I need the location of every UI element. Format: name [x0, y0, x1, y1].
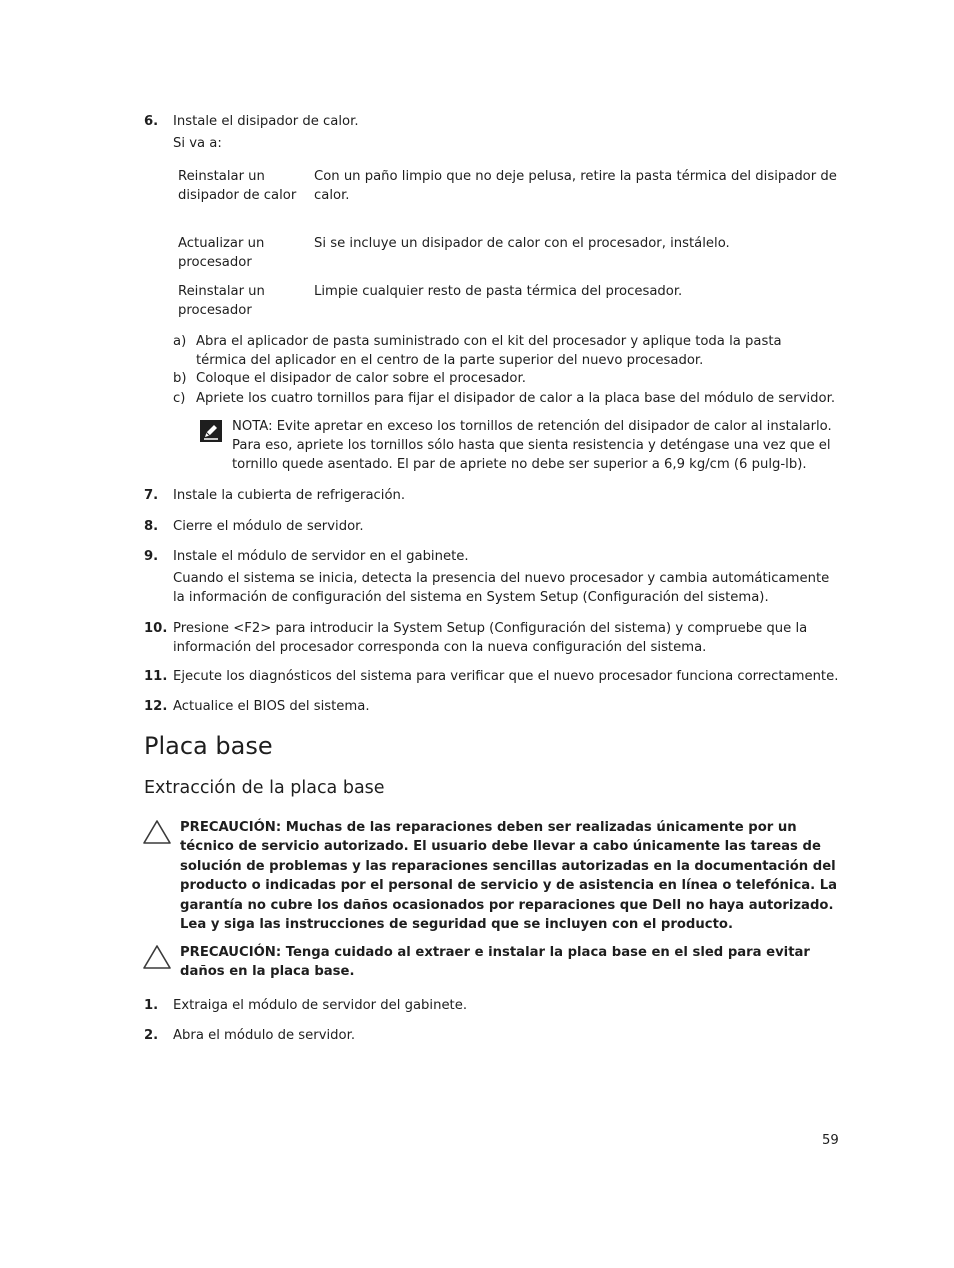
- caution-triangle-icon: [142, 819, 172, 845]
- substep-letter: c): [173, 391, 186, 406]
- caution-text: PRECAUCIÓN: Muchas de las reparaciones deben ser realizadas únicamente por un técnico de servicio autorizado. El usuario debe llevar a cabo únicamente las tareas de solución de problemas y las reparaciones sencillas autorizadas en la documentación del producto o indicadas por el personal de servicio y de asistencia en línea o telefónica. La garantía no cubre los daños ocasionados por reparaciones que Dell no haya autorizado. Lea y siga las instrucciones de seguridad que se incluyen con el producto.: [180, 820, 838, 933]
- step-text: Abra el módulo de servidor.: [173, 1028, 356, 1043]
- step-number: 7.: [144, 488, 159, 503]
- section-title: Placa base: [144, 732, 273, 760]
- substep-text: Apriete los cuatro tornillos para fijar el disipador de calor a la placa base del módulo de servidor.: [196, 391, 836, 406]
- step-number: 8.: [144, 519, 159, 534]
- note-pencil-icon: [200, 420, 222, 442]
- step-text: Instale el módulo de servidor en el gabinete.: [173, 549, 469, 564]
- table-row-desc: Si se incluye un disipador de calor con el procesador, instálelo.: [314, 236, 730, 251]
- step-number: 9.: [144, 549, 159, 564]
- step-text: Instale la cubierta de refrigeración.: [173, 488, 406, 503]
- step-number: 12.: [144, 699, 168, 714]
- step-number: 6.: [144, 114, 159, 129]
- note-block: [232, 417, 832, 475]
- table-row-label: Reinstalar un disipador de calor: [178, 169, 297, 204]
- substep-letter: a): [173, 334, 187, 349]
- caution-text: PRECAUCIÓN: Tenga cuidado al extraer e instalar la placa base en el sled para evitar daños en la placa base.: [180, 945, 810, 980]
- table-row-desc: Con un paño limpio que no deje pelusa, retire la pasta térmica del disipador de calor.: [314, 169, 837, 204]
- table-row-desc: Limpie cualquier resto de pasta térmica del procesador.: [314, 284, 683, 299]
- step-number: 10.: [144, 621, 168, 636]
- caution-triangle-icon: [142, 944, 172, 970]
- step-text: Presione <F2> para introducir la System Setup (Configuración del sistema) y compruebe que la información del procesador corresponda con la nueva configuración del sistema.: [173, 621, 808, 656]
- step-number: 1.: [144, 998, 159, 1013]
- step-extra-text: Cuando el sistema se inicia, detecta la presencia del nuevo procesador y cambia automáticamente la información de configuración del sistema en System Setup (Configuración del sistema).: [173, 571, 830, 606]
- step-text: Ejecute los diagnósticos del sistema para verificar que el nuevo procesador funciona correctamente.: [173, 669, 839, 684]
- table-row-label: Actualizar un procesador: [178, 236, 265, 271]
- step-text: Actualice el BIOS del sistema.: [173, 699, 370, 714]
- table-row-label: Reinstalar un procesador: [178, 284, 265, 319]
- note-label: NOTA:: [232, 419, 273, 434]
- substep-text: Abra el aplicador de pasta suministrado con el kit del procesador y aplique toda la pasta térmica del aplicador en el centro de la parte superior del nuevo procesador.: [196, 334, 782, 369]
- page-number: 59: [822, 1133, 839, 1148]
- note-text: Evite apretar en exceso los tornillos de retención del disipador de calor al instalarlo. Para eso, apriete los tornillos sólo hasta que sienta resistencia y deténgase una vez que el tornillo quede asentado. El par de apriete no debe ser superior a 6,9 kg/cm (6 pulg-lb).: [232, 419, 832, 473]
- subsection-title: Extracción de la placa base: [144, 778, 385, 798]
- step-text: Cierre el módulo de servidor.: [173, 519, 364, 534]
- if-label: Si va a:: [173, 136, 222, 151]
- step-text: Instale el disipador de calor.: [173, 114, 359, 129]
- substep-letter: b): [173, 371, 187, 386]
- step-number: 11.: [144, 669, 168, 684]
- step-number: 2.: [144, 1028, 159, 1043]
- step-text: Extraiga el módulo de servidor del gabinete.: [173, 998, 468, 1013]
- substep-text: Coloque el disipador de calor sobre el procesador.: [196, 371, 526, 386]
